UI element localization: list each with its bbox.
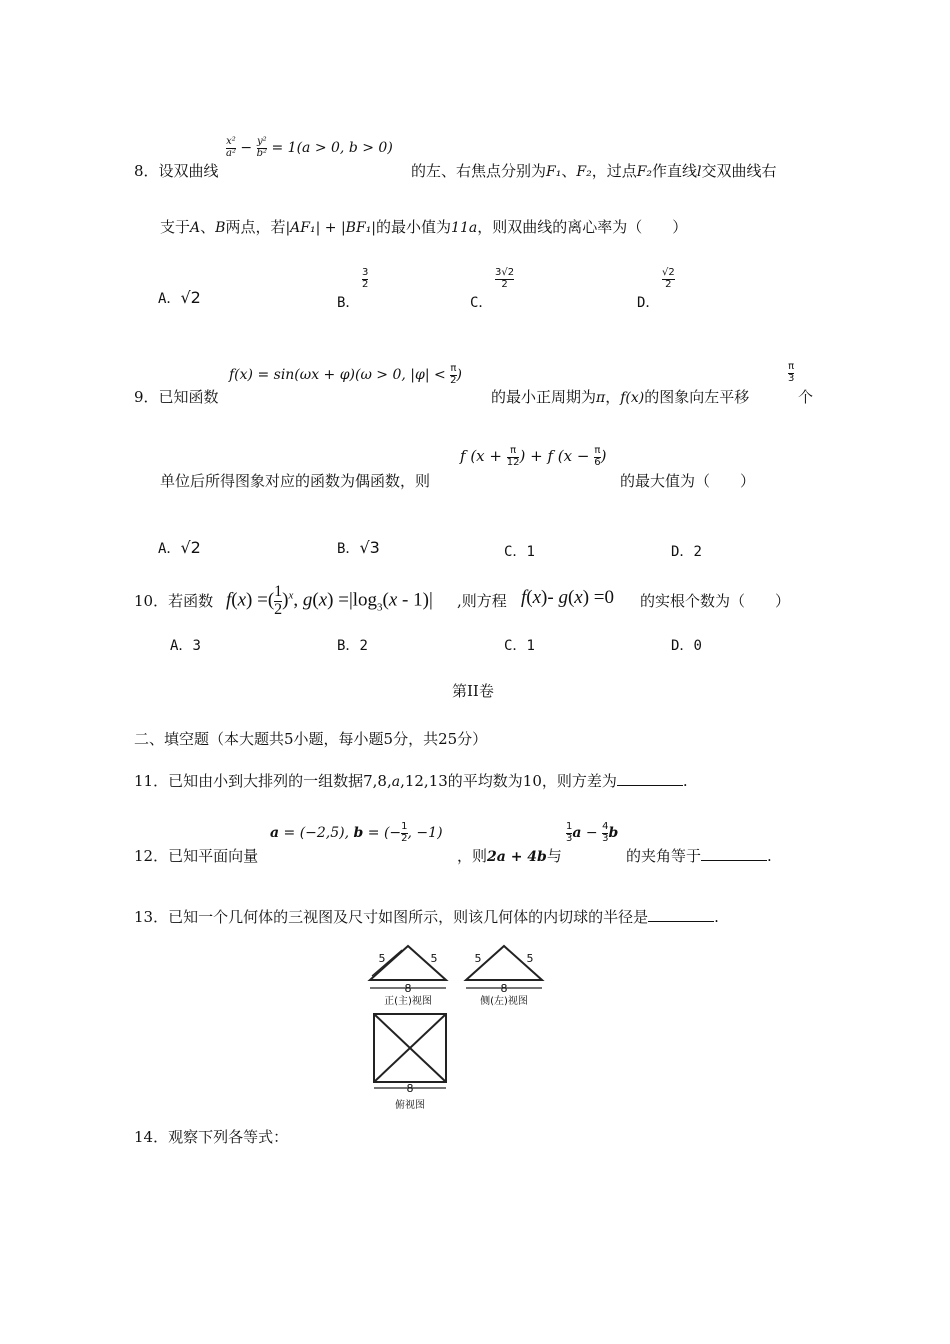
q12-mid: ，则2a + 4b与 bbox=[457, 847, 562, 865]
top-view-label: 俯视图 bbox=[395, 1100, 425, 1111]
q10-option-c: C．1 bbox=[504, 638, 535, 654]
answer-blank[interactable] bbox=[648, 909, 714, 922]
q8-option-b-value: $\frac{3}{2}$ bbox=[362, 267, 369, 290]
q9-formula: f(x) = sin(ωx + φ)(ω > 0, |φ| < $\frac{\pi}{2}$ ) bbox=[229, 363, 463, 386]
question-number: 11． bbox=[134, 772, 169, 790]
q9-option-a: A．√2 bbox=[158, 538, 201, 557]
q10-tail: 的实根个数为（ ） bbox=[640, 592, 791, 610]
q9-line1-right: 的最小正周期为π，f(x)的图象向左平移 bbox=[491, 388, 750, 406]
q10-option-b: B．2 bbox=[337, 638, 368, 654]
q12-tail: 的夹角等于 . bbox=[626, 847, 772, 865]
q8-option-c-value: $\frac{3√2}{2}$ bbox=[495, 267, 515, 290]
q10-option-a: A．3 bbox=[170, 638, 201, 654]
front-slant-left: 5 bbox=[378, 952, 386, 965]
front-view-label: 正(主)视图 bbox=[384, 996, 432, 1007]
q9-expr: f (x + $\frac{\pi}{12}$ ) + f (x − $\frac{\pi}{6}$ ) bbox=[460, 445, 607, 468]
q10-formula: f(x) =( $\frac{1}{2}$ )$^x$, $g(x) =|\log_3(x - 1)|$ bbox=[226, 583, 433, 618]
q11-line: 11．已知由小到大排列的一组数据7,8,a,12,13的平均数为10，则方差为 . bbox=[134, 772, 688, 790]
q10-line: 10．若函数 bbox=[134, 592, 214, 610]
front-base: 8 bbox=[404, 982, 412, 995]
answer-blank[interactable] bbox=[701, 848, 767, 861]
q8-option-c: C． bbox=[470, 295, 493, 311]
section-title: 第II卷 bbox=[452, 682, 494, 700]
q8-formula bbox=[226, 137, 393, 159]
q9-line2-tail: 的最大值为（ ） bbox=[620, 472, 756, 490]
q12-line: 12．已知平面向量 bbox=[134, 847, 259, 865]
question-number: 8． bbox=[134, 162, 159, 180]
q8-option-a: A．√2 bbox=[158, 288, 201, 307]
q13-line: 13．已知一个几何体的三视图及尺寸如图所示，则该几何体的内切球的半径是 . bbox=[134, 908, 719, 926]
side-base: 8 bbox=[500, 982, 508, 995]
section2-heading: 二、填空题（本大题共5小题，每小题5分，共25分） bbox=[134, 730, 488, 748]
q9-option-c: C．1 bbox=[504, 544, 535, 560]
q12-expr2: $\frac{1}{3}$ a − $\frac{4}{3}$ b bbox=[566, 821, 619, 844]
question-number: 14． bbox=[134, 1128, 169, 1146]
top-base: 8 bbox=[406, 1082, 414, 1095]
q8-line1-right: 的左、右焦点分别为F₁、F₂，过点F₂作直线l交双曲线右 bbox=[411, 162, 777, 180]
q8-line1: 8．设双曲线 bbox=[134, 162, 219, 180]
hyperbola-equation: $\frac{\text{x²}}{\text{a²}}$ − $\frac{\text{y²}}{\text{b²}}$ = 1(a > 0, b > 0) bbox=[226, 136, 393, 159]
q8-option-b: B． bbox=[337, 295, 360, 311]
q9-tail: 个 bbox=[798, 388, 814, 406]
q10-mid: ,则方程 bbox=[457, 592, 507, 610]
q9-option-d: D．2 bbox=[671, 544, 702, 560]
q9-line2: 单位后所得图象对应的函数为偶函数，则 bbox=[160, 472, 431, 490]
q8-option-d: D． bbox=[637, 295, 660, 311]
question-number: 13． bbox=[134, 908, 169, 926]
q10-option-d: D．0 bbox=[671, 638, 702, 654]
question-number: 9． bbox=[134, 388, 159, 406]
q14-line: 14．观察下列各等式： bbox=[134, 1128, 289, 1146]
side-slant-left: 5 bbox=[474, 952, 482, 965]
q8-option-d-value: $\frac{√2}{2}$ bbox=[662, 267, 675, 290]
q9-shift: $\frac{\pi}{3}$ bbox=[788, 361, 795, 384]
q12-vectors: a = (−2,5), b = (− $\frac{1}{2}$ , −1) bbox=[270, 821, 443, 844]
q10-equation: f(x)- g(x) =0 bbox=[521, 587, 615, 608]
q9-option-b: B．√3 bbox=[337, 538, 380, 557]
question-number: 10． bbox=[134, 592, 169, 610]
answer-blank[interactable] bbox=[617, 773, 683, 786]
q8-line2: 支于A、B两点，若|AF₁| + |BF₁|的最小值为11a，则双曲线的离心率为（ ） bbox=[160, 218, 688, 236]
three-view-figure bbox=[362, 940, 552, 1116]
front-slant-right: 5 bbox=[430, 952, 438, 965]
q9-line1: 9．已知函数 bbox=[134, 388, 219, 406]
side-view-label: 侧(左)视图 bbox=[480, 996, 528, 1007]
question-number: 12． bbox=[134, 847, 169, 865]
side-slant-right: 5 bbox=[526, 952, 534, 965]
